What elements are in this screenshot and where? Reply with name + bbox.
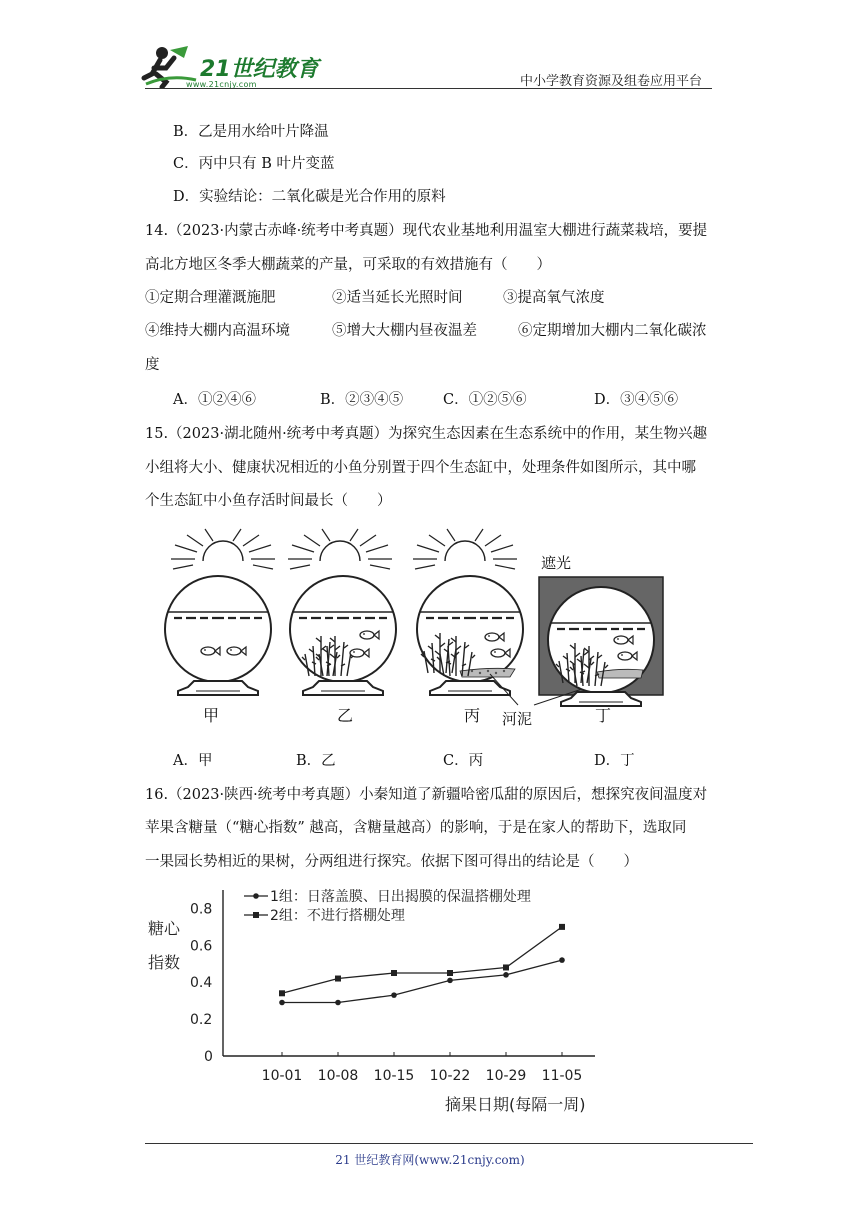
data-point-group2 [335,976,341,982]
q14-measure-5: ⑤增大大棚内昼夜温差 [332,323,477,339]
mud-label: 河泥 [502,710,533,728]
data-point-group1 [335,1000,341,1006]
legend-label-group1: 1组：日落盖膜、日出揭膜的保温搭棚处理 [270,889,531,905]
logo-text: 21世纪教育 [200,57,319,82]
header [0,0,860,95]
x-tick-label: 10-15 [373,1068,415,1084]
q14-stem-line2: 高北方地区冬季大棚蔬菜的产量，可采取的有效措施有（ ） [145,257,551,273]
q14-measure-2: ②适当延长光照时间 [332,290,463,306]
y-axis-label-line1: 糖心 [148,919,181,938]
legend-label-group2: 2组：不进行搭棚处理 [270,908,405,924]
q14-measure-6: ⑥定期增加大棚内二氧化碳浓 [518,323,707,339]
y-tick-label: 0 [204,1049,213,1065]
q13-option-d: D．实验结论：二氧化碳是光合作用的原料 [173,189,446,205]
q13-option-b: B．乙是用水给叶片降温 [173,124,329,140]
header-right-text: 中小学教育资源及组卷应用平台 [520,74,703,89]
q16-stem-line3: 一果园长势相近的果树，分两组进行探究。依据下图可得出的结论是（ ） [145,854,638,870]
q14-measure-4: ④维持大棚内高温环境 [145,323,290,339]
tank-label-ding: 丁 [595,706,612,725]
x-tick-label: 10-29 [485,1068,527,1084]
q15-stem-line3: 个生态缸中小鱼存活时间最长（ ） [145,493,392,509]
shade-label: 遮光 [541,554,572,572]
sugar-index-line-chart [140,876,640,1126]
q16-stem-line1: 16.（2023·陕西·统考中考真题）小秦知道了新疆哈密瓜甜的原因后，想探究夜间温度对 [145,787,708,803]
legend-marker-group2 [253,912,259,918]
q14-measure-3: ③提高氧气浓度 [503,290,605,306]
data-point-group1 [391,992,397,998]
y-tick-label: 0.8 [190,901,213,918]
ecosystem-tanks-figure [150,527,680,732]
y-axis-label-line2: 指数 [148,953,181,972]
y-tick-label: 0.4 [190,975,213,992]
q16-stem-line2: 苹果含糖量（“糖心指数” 越高，含糖量越高）的影响，于是在家人的帮助下，选取同 [145,820,687,836]
data-point-group1 [559,957,565,963]
q14-measure-6-cont: 度 [145,357,160,373]
data-point-group2 [391,970,397,976]
q15-stem-line1: 15.（2023·湖北随州·统考中考真题）为探究生态因素在生态系统中的作用，某生物兴趣 [145,426,708,442]
x-axis-label: 摘果日期(每隔一周) [445,1095,586,1114]
data-point-group1 [503,972,509,978]
y-tick-label: 0.6 [190,938,213,955]
tank-label-jia: 甲 [203,706,220,725]
footer-divider [145,1143,753,1144]
tank-label-bing: 丙 [464,706,481,725]
tank-label-yi: 乙 [337,706,354,725]
data-point-group2 [503,964,509,970]
header-divider [145,88,712,89]
data-point-group1 [279,1000,285,1006]
q14-option-a: A．①②④⑥ [173,392,256,408]
logo-url: www.21cnjy.com [186,80,257,89]
legend-marker-group1 [253,893,259,899]
data-point-group2 [447,970,453,976]
data-point-group1 [447,978,453,984]
x-tick-label: 11-05 [541,1068,583,1084]
q15-option-a: A．甲 [173,753,213,769]
data-point-group2 [279,990,285,996]
footer-text: 21 世纪教育网(www.21cnjy.com) [335,1153,525,1167]
q14-option-b: B．②③④⑤ [320,392,404,408]
q15-option-c: C．丙 [443,753,484,769]
x-tick-label: 10-08 [317,1068,359,1084]
q14-stem-line1: 14.（2023·内蒙古赤峰·统考中考真题）现代农业基地利用温室大棚进行蔬菜栽培，要提 [145,223,708,239]
data-point-group2 [559,924,565,930]
q14-measure-1: ①定期合理灌溉施肥 [145,290,276,306]
x-tick-label: 10-22 [429,1068,471,1084]
q15-option-b: B．乙 [296,753,336,769]
series-line-group2 [282,927,562,993]
x-tick-label: 10-01 [261,1068,303,1084]
series-line-group1 [282,960,562,1002]
q14-option-c: C．①②⑤⑥ [443,392,527,408]
q13-option-c: C．丙中只有 B 叶片变蓝 [173,156,335,172]
q14-option-d: D．③④⑤⑥ [594,392,679,408]
q15-option-d: D．丁 [594,753,635,769]
y-tick-label: 0.2 [190,1012,213,1029]
q15-stem-line2: 小组将大小、健康状况相近的小鱼分别置于四个生态缸中，处理条件如图所示，其中哪 [145,460,696,476]
